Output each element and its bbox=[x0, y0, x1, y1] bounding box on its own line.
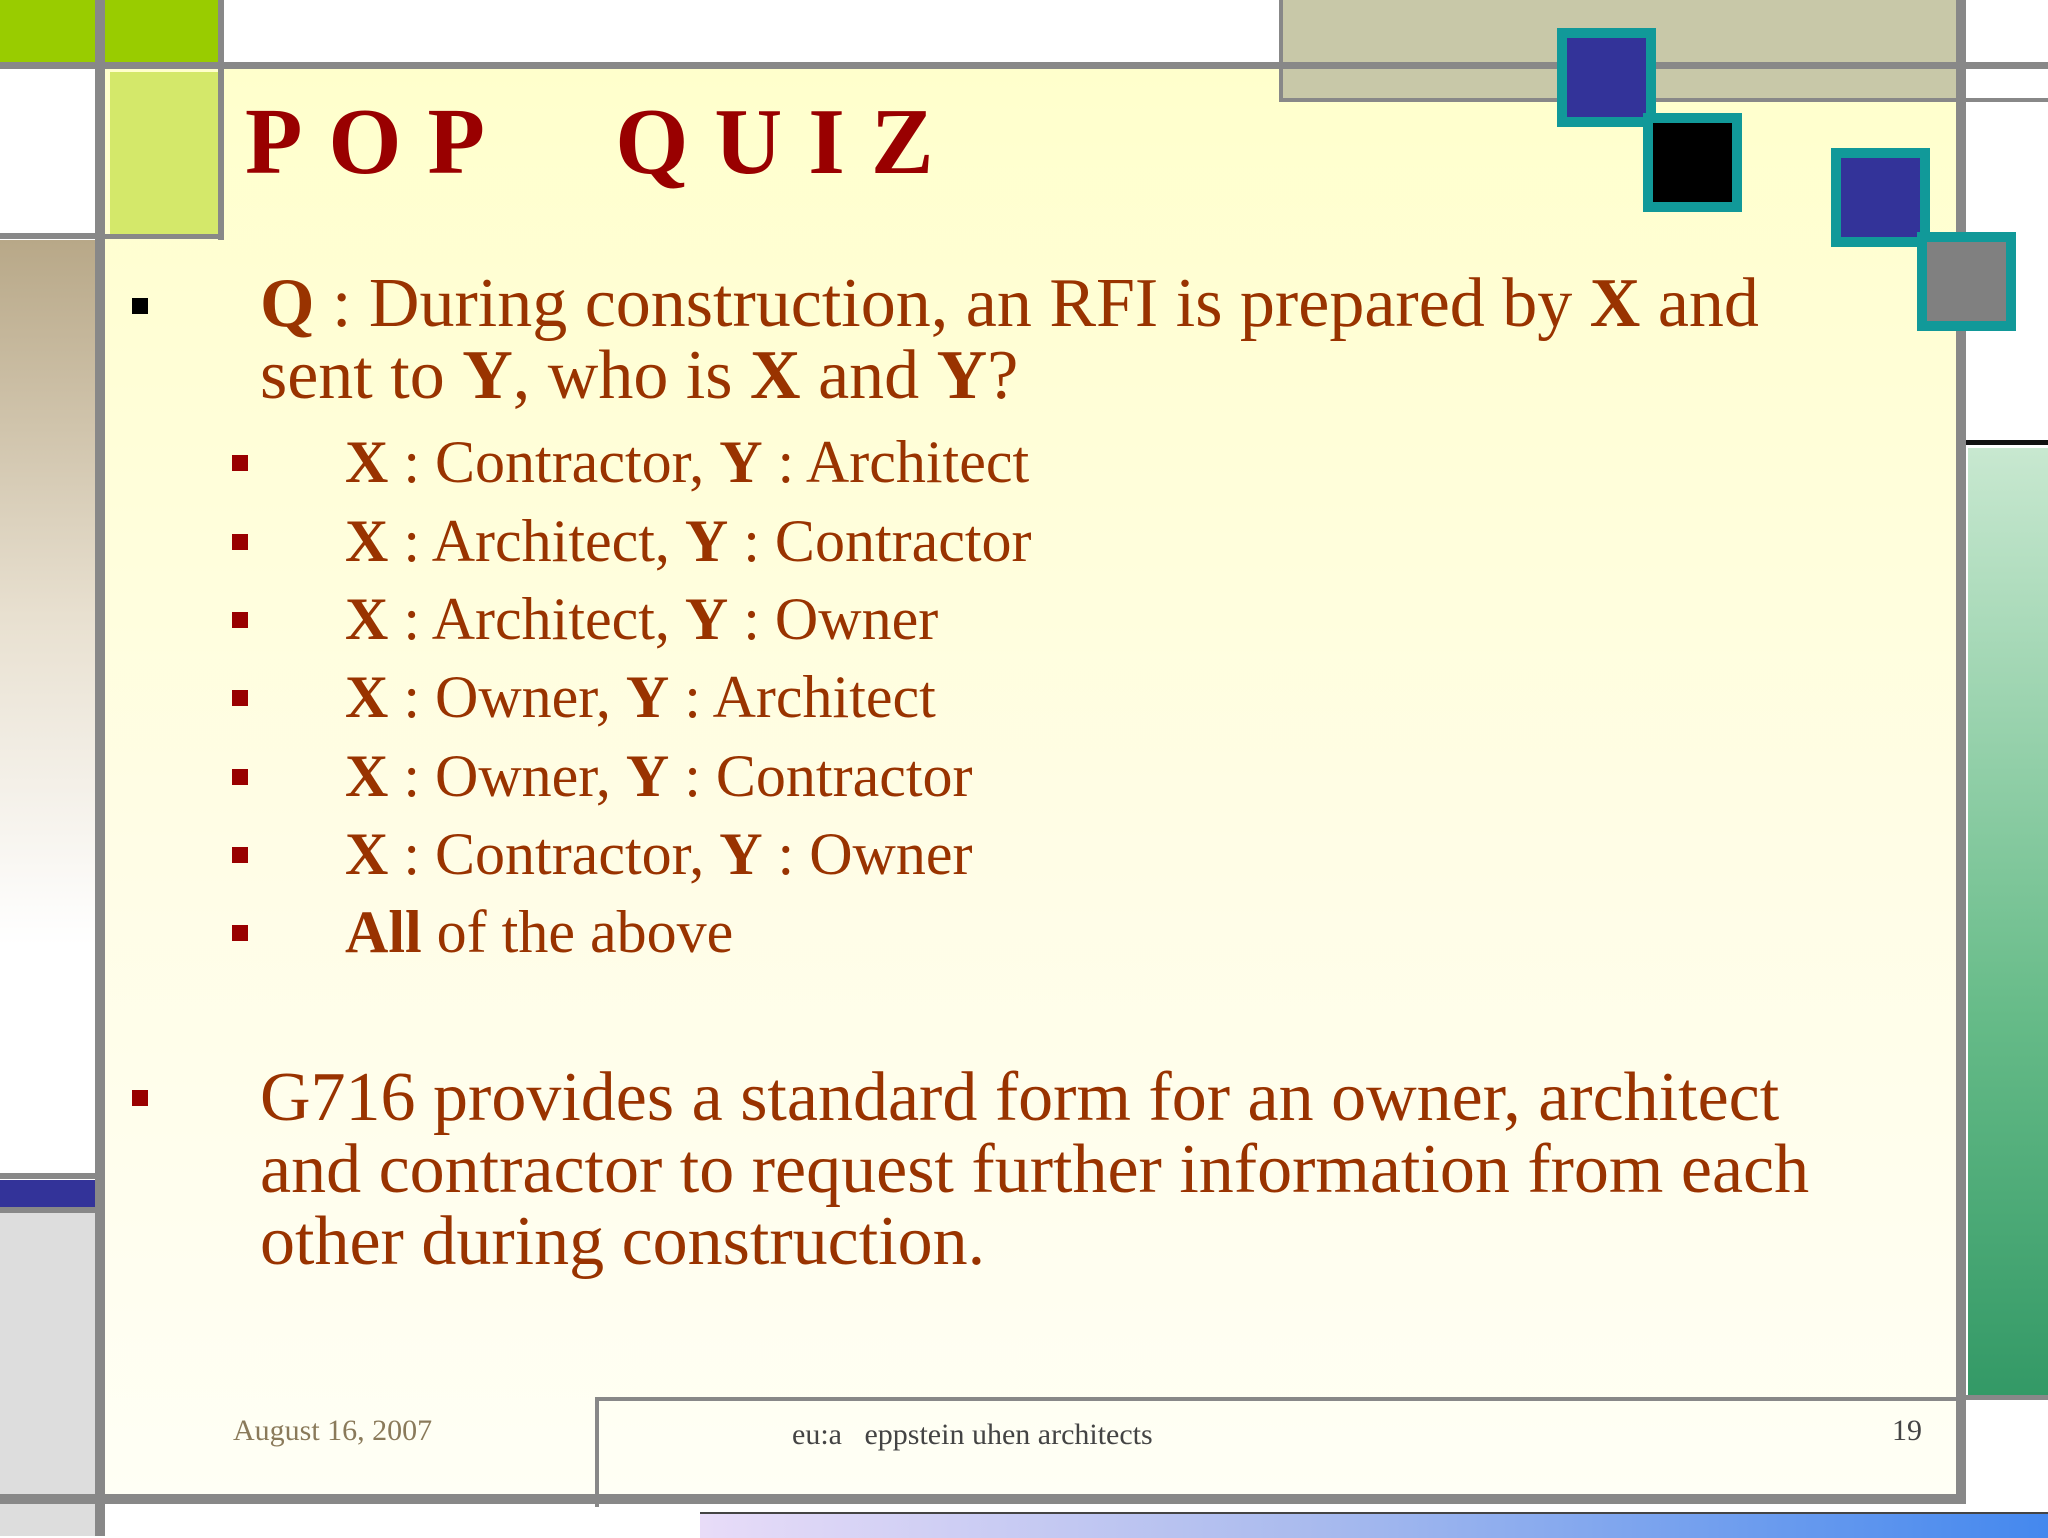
tan-block-bottom-line bbox=[1280, 98, 2048, 102]
option-item: X : Contractor, Y : Owner bbox=[345, 821, 973, 887]
bottom-gradient-bar bbox=[700, 1512, 2048, 1538]
left-gray-block bbox=[0, 1212, 95, 1536]
option-bullet bbox=[232, 847, 248, 863]
footer-company: eu:a eppstein uhen architects bbox=[792, 1418, 1153, 1451]
option-item: X : Owner, Y : Contractor bbox=[345, 743, 973, 809]
bullet-marker bbox=[132, 1090, 148, 1106]
title-block-bottom-line bbox=[105, 234, 223, 239]
left-blue-strip bbox=[0, 1180, 95, 1207]
black-square-decoration bbox=[1643, 113, 1742, 212]
blue-square-decoration-2 bbox=[1831, 148, 1930, 247]
option-item: X : Contractor, Y : Architect bbox=[345, 429, 1030, 495]
bottom-frame-line bbox=[0, 1494, 1966, 1504]
option-bullet bbox=[232, 925, 248, 941]
top-frame-line bbox=[0, 62, 2048, 69]
option-bullet bbox=[232, 769, 248, 785]
g716-statement: G716 provides a standard form for an owner, architect and contractor to request further information from each other during construction. bbox=[260, 1059, 1810, 1280]
title-block-line bbox=[218, 0, 224, 240]
right-divider-line bbox=[1962, 440, 2048, 445]
left-horizontal-line-1 bbox=[0, 233, 105, 239]
lime-title-block bbox=[110, 72, 222, 237]
left-gradient-bar bbox=[0, 240, 95, 1180]
footer-left-line bbox=[595, 1397, 599, 1507]
option-item: X : Architect, Y : Contractor bbox=[345, 508, 1032, 574]
option-item: All of the above bbox=[345, 899, 734, 965]
tan-block-left-line bbox=[1279, 0, 1283, 102]
question-text: Q : During construction, an RFI is prepared by X and sent to Y, who is X and Y? bbox=[260, 265, 1759, 414]
footer-date: August 16, 2007 bbox=[233, 1414, 433, 1447]
left-frame-line bbox=[95, 0, 105, 1536]
option-item: X : Architect, Y : Owner bbox=[345, 586, 939, 652]
page-number: 19 bbox=[1892, 1414, 1922, 1447]
footer-top-line bbox=[595, 1397, 1960, 1401]
blue-square-decoration bbox=[1557, 28, 1656, 127]
right-green-gradient-bar bbox=[1968, 448, 2048, 1396]
option-bullet bbox=[232, 534, 248, 550]
gray-square-decoration bbox=[1917, 232, 2016, 331]
slide-title: POP QUIZ bbox=[245, 90, 960, 194]
left-horizontal-line-3 bbox=[0, 1207, 105, 1213]
bullet-marker bbox=[132, 298, 148, 314]
right-frame-line bbox=[1956, 0, 1966, 1500]
left-horizontal-line-2 bbox=[0, 1173, 105, 1179]
green-corner-block bbox=[0, 0, 222, 66]
option-bullet bbox=[232, 612, 248, 628]
option-bullet bbox=[232, 455, 248, 471]
right-bottom-line bbox=[1962, 1395, 2048, 1400]
option-bullet bbox=[232, 690, 248, 706]
option-item: X : Owner, Y : Architect bbox=[345, 664, 936, 730]
